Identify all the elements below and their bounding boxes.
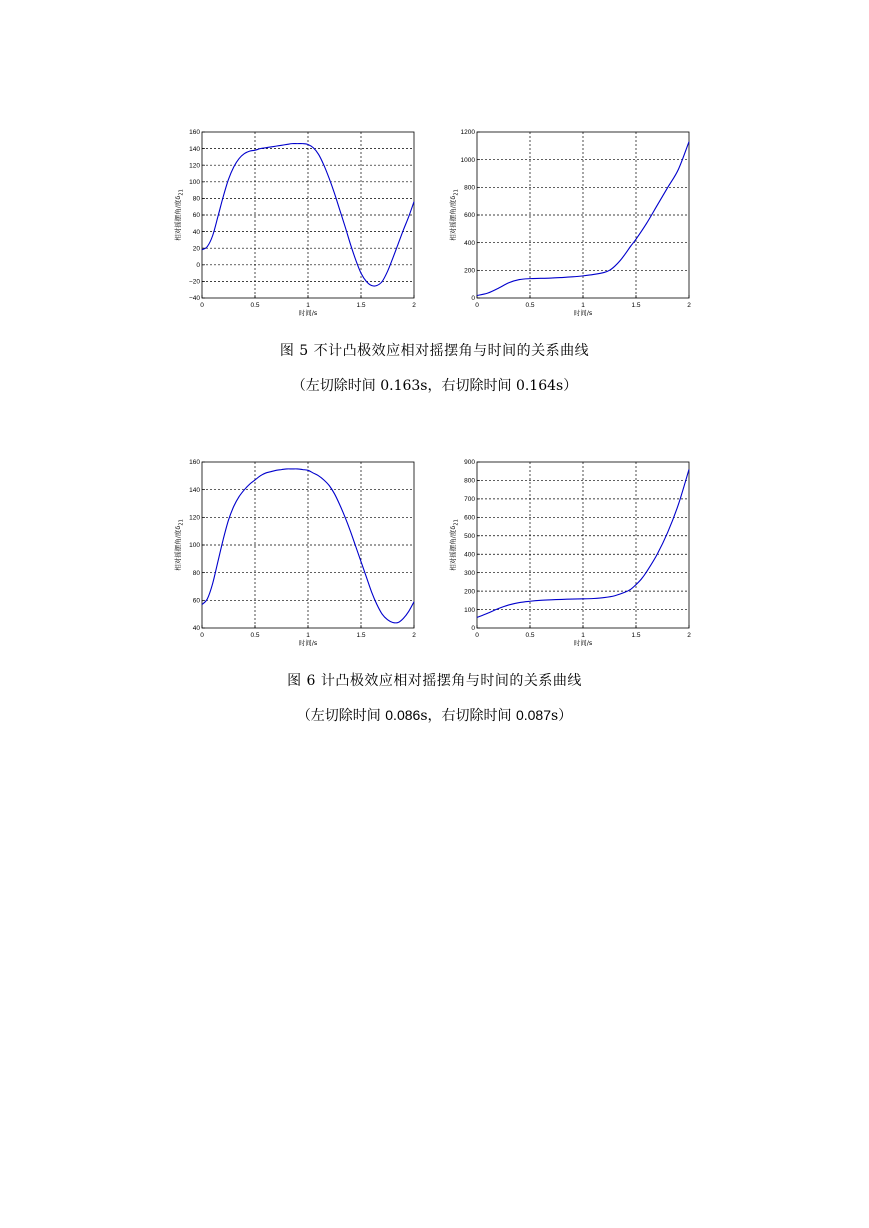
- y-tick-label: 40: [192, 625, 200, 633]
- y-tick-label: 400: [464, 551, 475, 559]
- fig5-left-svg: [170, 124, 420, 319]
- figure-6-note-right-time: 0.087: [515, 707, 551, 723]
- y-tick-label: 0: [471, 295, 475, 303]
- x-tick-label: 1.5: [631, 632, 641, 639]
- x-axis-label: 时间/s: [573, 639, 593, 647]
- fig6-right-svg: [445, 454, 695, 649]
- y-tick-label: −40: [188, 295, 200, 303]
- x-tick-label: 2: [412, 632, 416, 639]
- y-tick-label: 120: [189, 162, 200, 170]
- y-tick-label: 160: [189, 459, 200, 467]
- y-tick-label: 100: [189, 542, 200, 550]
- y-tick-label: 100: [464, 606, 475, 614]
- y-tick-label: 0: [471, 625, 475, 633]
- y-tick-label: 20: [192, 245, 200, 253]
- x-axis-label: 时间/s: [573, 309, 593, 317]
- y-tick-label: 700: [464, 496, 475, 504]
- figure-6-caption: 图 6 计凸极效应相对摇摆角与时间的关系曲线: [287, 673, 582, 689]
- y-axis-label: 相对摇摆角/度$\delta_{21}$: [449, 519, 460, 571]
- y-tick-label: 1200: [460, 129, 475, 137]
- fig6-left-svg: [170, 454, 420, 649]
- x-tick-label: 0.5: [250, 302, 260, 309]
- x-tick-label: 1: [306, 302, 310, 309]
- x-tick-label: 0: [200, 302, 204, 309]
- y-tick-label: 200: [464, 588, 475, 596]
- x-tick-label: 0: [475, 632, 479, 639]
- x-axis-label: 时间/s: [298, 639, 318, 647]
- figure-6-note-left-time: 0.086: [385, 707, 421, 723]
- x-tick-label: 1: [581, 302, 585, 309]
- y-tick-label: 80: [192, 569, 200, 577]
- y-axis-label: 相对摇摆角/度$\delta_{21}$: [174, 519, 185, 571]
- figure-6-note-part-1: （左切除时间: [296, 708, 386, 724]
- y-tick-label: 600: [464, 514, 475, 522]
- y-tick-label: 160: [189, 129, 200, 137]
- figure-5-caption: 图 5 不计凸极效应相对摇摆角与时间的关系曲线: [279, 343, 590, 359]
- x-tick-label: 0.5: [250, 632, 260, 639]
- y-axis-label: 相对摇摆角/度$\delta_{21}$: [449, 189, 460, 241]
- x-tick-label: 1.5: [356, 302, 366, 309]
- y-tick-label: 140: [189, 145, 200, 153]
- y-tick-label: 300: [464, 569, 475, 577]
- y-tick-label: 900: [464, 459, 475, 467]
- y-tick-label: 400: [464, 239, 475, 247]
- x-tick-label: 0: [200, 632, 204, 639]
- x-tick-label: 2: [687, 302, 691, 309]
- y-tick-label: 60: [192, 212, 200, 220]
- y-tick-label: 500: [464, 532, 475, 540]
- y-tick-label: 200: [464, 267, 475, 275]
- x-tick-label: 0.5: [525, 632, 535, 639]
- chart-fig5-left: [170, 124, 420, 319]
- y-tick-label: 80: [192, 195, 200, 203]
- x-tick-label: 2: [412, 302, 416, 309]
- figure-6-note-part-5: s）: [551, 708, 573, 724]
- chart-fig6-left: [170, 454, 420, 649]
- y-tick-label: 800: [464, 477, 475, 485]
- figure-6-note: [0, 705, 869, 725]
- x-tick-label: 0: [475, 302, 479, 309]
- chart-fig6-right: [445, 454, 695, 649]
- chart-fig5-right: [445, 124, 695, 319]
- y-tick-label: 120: [189, 514, 200, 522]
- y-tick-label: 140: [189, 486, 200, 494]
- y-tick-label: 600: [464, 212, 475, 220]
- x-tick-label: 1: [306, 632, 310, 639]
- y-axis-label: 相对摇摆角/度$\delta_{21}$: [174, 189, 185, 241]
- y-tick-label: 60: [192, 597, 200, 605]
- x-tick-label: 1: [581, 632, 585, 639]
- x-tick-label: 1.5: [356, 632, 366, 639]
- y-tick-label: 800: [464, 184, 475, 192]
- y-tick-label: 0: [196, 262, 200, 269]
- x-tick-label: 2: [687, 632, 691, 639]
- x-tick-label: 1.5: [631, 302, 641, 309]
- y-tick-label: −20: [188, 278, 200, 286]
- x-tick-label: 0.5: [525, 302, 535, 309]
- figure-6-note-part-3: s，右切除时间: [420, 708, 516, 724]
- y-tick-label: 100: [189, 179, 200, 186]
- y-tick-label: 40: [192, 228, 200, 236]
- figure-5-note: （左切除时间 0.163s，右切除时间 0.164s）: [291, 378, 578, 394]
- x-axis-label: 时间/s: [298, 309, 318, 317]
- fig5-right-svg: [445, 124, 695, 319]
- y-tick-label: 1000: [460, 156, 475, 164]
